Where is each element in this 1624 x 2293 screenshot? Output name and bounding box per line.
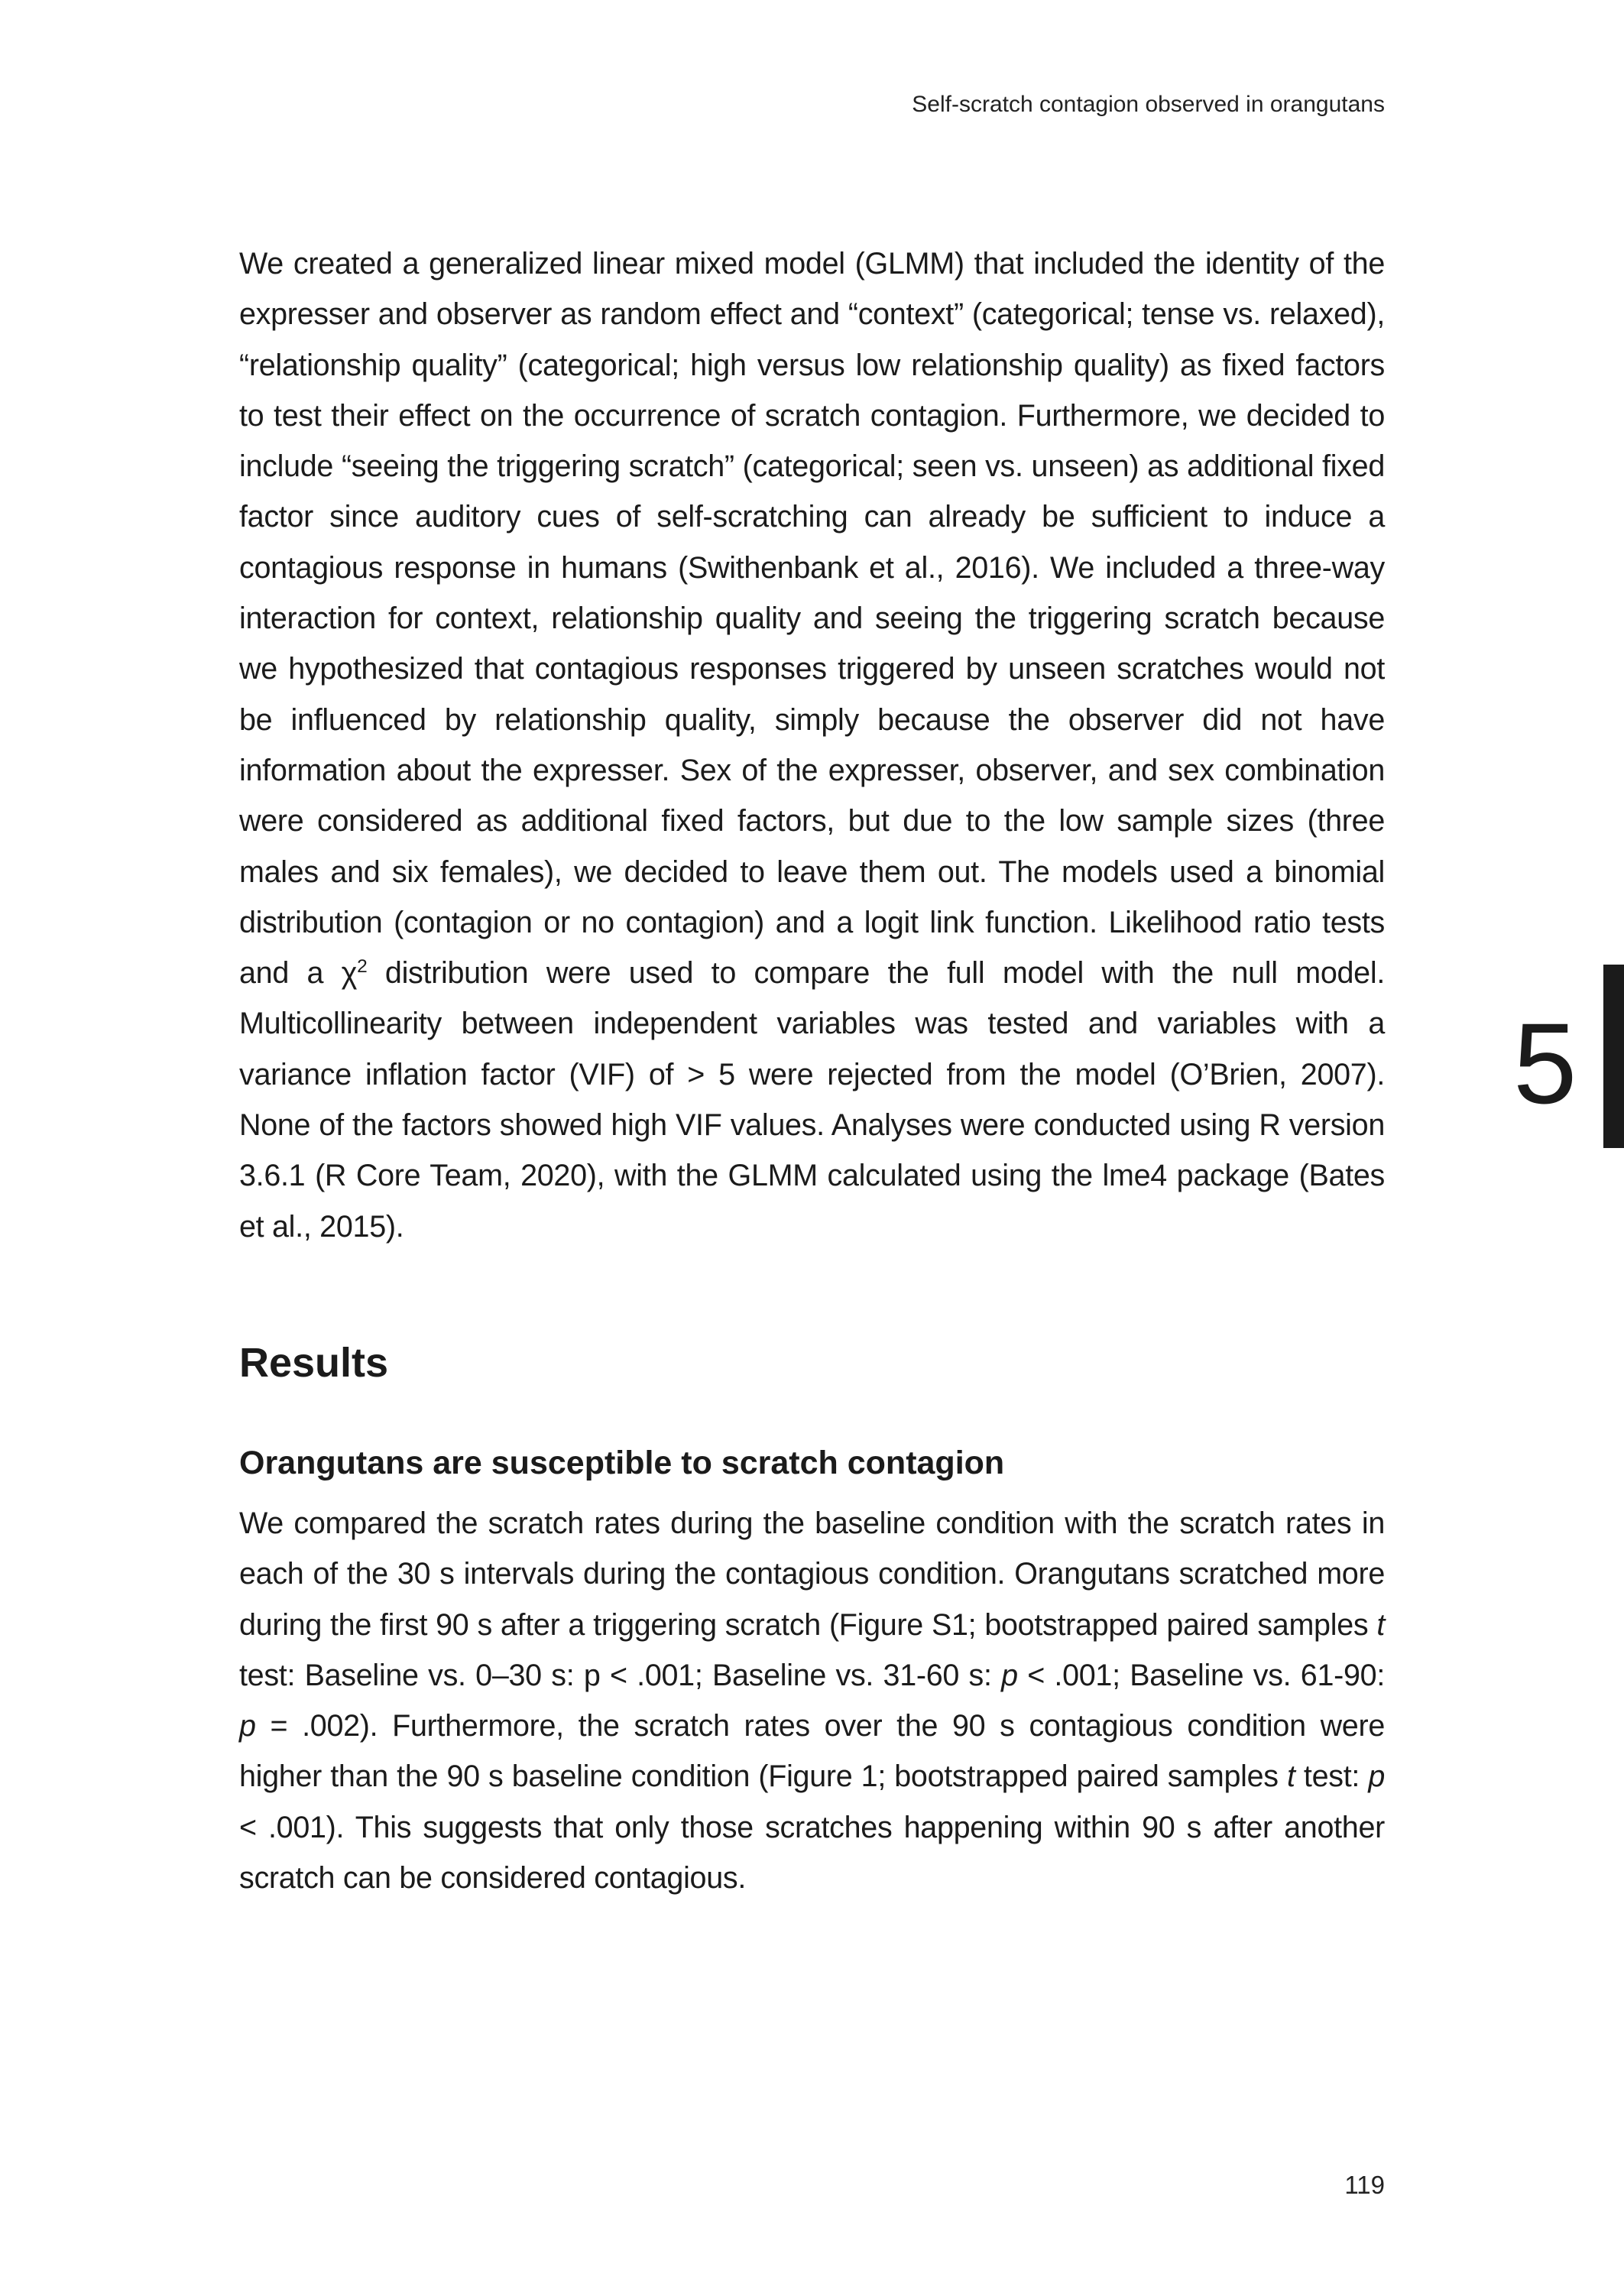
page-number: 119 — [1344, 2171, 1385, 2199]
running-header: Self-scratch contagion observed in orangutans — [912, 92, 1385, 117]
results-text-1: We compared the scratch rates during the baseline condition with the scratch rates in each of the 30 s intervals during the contagious condition. Orangutans scratched more during the first 90 s after a triggering scratch (Figure S1; bootstrapped paired samples — [239, 1507, 1385, 1642]
chi-superscript: 2 — [357, 956, 368, 977]
methods-paragraph — [239, 238, 1385, 1252]
results-text-2: test: Baseline vs. 0–30 s: p < .001; Baseline vs. 31-60 s: — [239, 1658, 1002, 1692]
t-italic: t — [1376, 1607, 1385, 1642]
p-italic: p — [1001, 1658, 1018, 1692]
chi-symbol: χ — [341, 956, 358, 991]
methods-text-part-2: distribution were used to compare the full model with the null model. Multicollinearity between independent variables was tested and variables with a variance inflation factor (VIF) of > 5 were rejected from the model (O’Brien, 2007). None of the factors showed high VIF values. Analyses were conducted using R version 3.6.1 (R Core Team, 2020), with the GLMM calculated using the lme4 package (Bates et al., 2015). — [239, 956, 1385, 1244]
t-italic: t — [1286, 1759, 1295, 1794]
methods-section — [239, 238, 1385, 1252]
results-section — [239, 1498, 1385, 1903]
p-italic: p — [1368, 1759, 1385, 1794]
chapter-tab-marker — [1603, 965, 1624, 1148]
results-subheading: Orangutans are susceptible to scratch contagion — [239, 1445, 1005, 1481]
results-text-3: < .001; Baseline vs. 61-90: — [1017, 1658, 1385, 1692]
results-text-6: < .001). This suggests that only those scratches happening within 90 s after another scratch can be considered contagious. — [239, 1810, 1385, 1896]
results-paragraph — [239, 1498, 1385, 1903]
chapter-number: 5 — [1513, 999, 1577, 1127]
results-text-5: test: — [1295, 1759, 1369, 1794]
methods-text-part-1: We created a generalized linear mixed model (GLMM) that included the identity of the expresser and observer as random effect and “context” (categorical; tense vs. relaxed), “relationship quality” (categorical; high versus low relationship quality) as fixed factors to test their effect on the occurrence of scratch contagion. Furthermore, we decided to include “seeing the triggering scratch” (categorical; seen vs. unseen) as additional fixed factor since auditory cues of self-scratching can already be sufficient to induce a contagious response in humans (Swithenbank et al., 2016). We included a three-way interaction for context, relationship quality and seeing the triggering scratch because we hypothesized that contagious responses triggered by unseen scratches would not be influenced by relationship quality, simply because the observer did not have information about the expresser. Sex of the expresser, observer, and sex combination were considered as additional fixed factors, but due to the low sample sizes (three males and six females), we decided to leave them out. The models used a binomial distribution (contagion or no contagion) and a logit link function. Likelihood ratio tests and a — [239, 247, 1385, 991]
p-italic: p — [239, 1709, 256, 1743]
results-text-4: = .002). Furthermore, the scratch rates over the 90 s contagious condition were higher than the 90 s baseline condition (Figure 1; bootstrapped paired samples — [239, 1709, 1385, 1794]
results-heading: Results — [239, 1340, 389, 1386]
